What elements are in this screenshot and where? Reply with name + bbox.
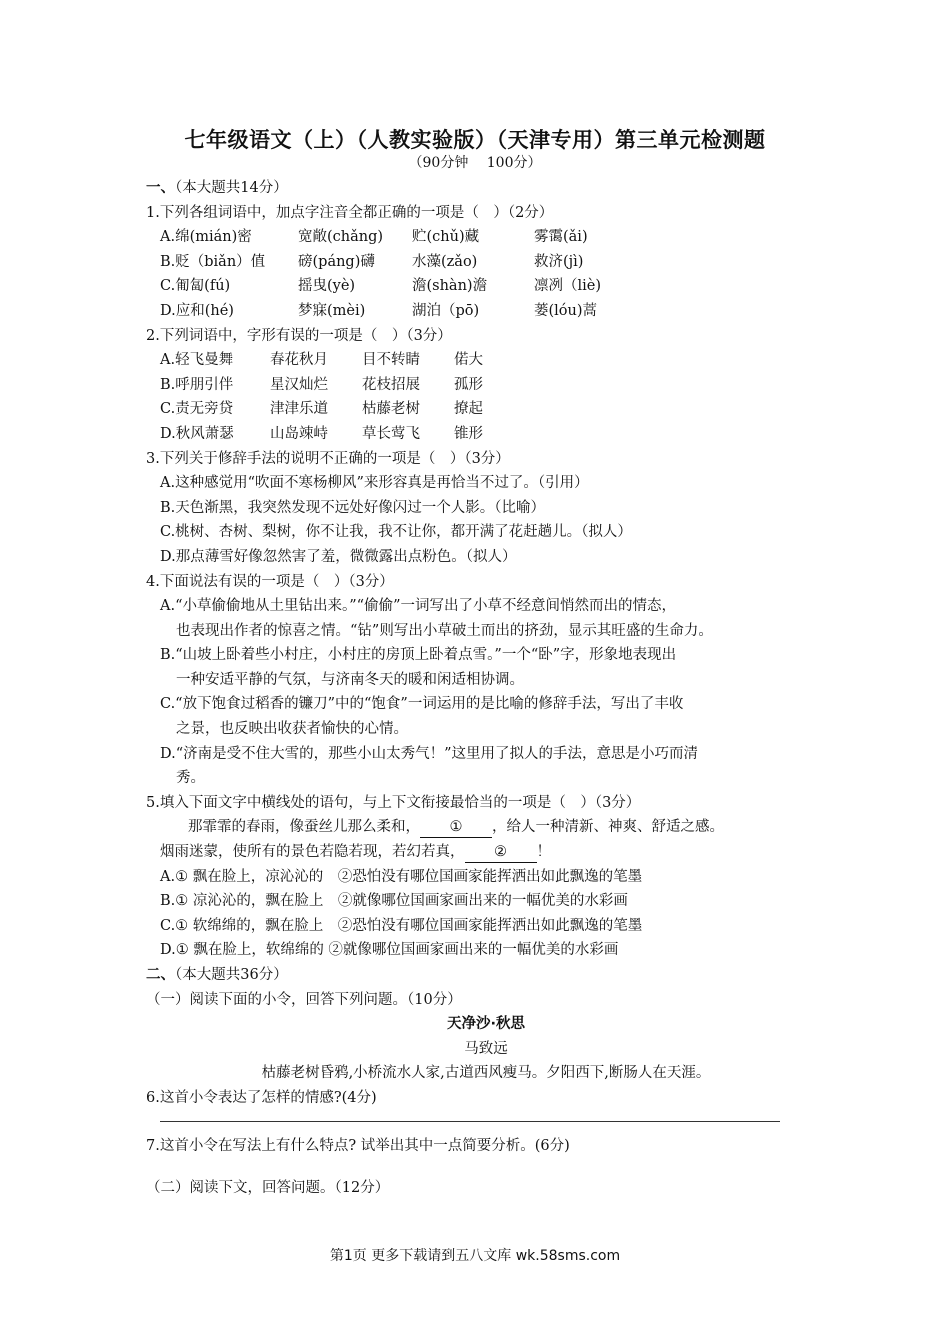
question-7: 7.这首小令在写法上有什么特点? 试举出其中一点简要分析。(6分) <box>146 1137 570 1154</box>
question-2-option-b <box>146 373 826 398</box>
poem-text: 枯藤老树昏鸦,小桥流水人家,古道西风瘦马。夕阳西下,断肠人在天涯。 <box>261 1065 711 1082</box>
q1-c-word3: 澹(shàn)澹 <box>412 278 488 295</box>
q2-d-word4: 锥形 <box>454 425 483 442</box>
section-1-heading <box>146 176 826 201</box>
part-2-instruction: （二）阅读下文，回答问题。（12分） <box>146 1180 390 1197</box>
q1-b-word1: B.贬（biǎn）值 <box>160 253 266 270</box>
question-3-option-d: D.那点薄雪好像忽然害了羞，微微露出点粉色。（拟人） <box>160 548 517 565</box>
question-4-option-b-line1: B.“山坡上卧着些小村庄，小村庄的房顶上卧着点雪。”一个“卧”字，形象地表现出 <box>160 647 677 664</box>
q2-d-word2: 山岛竦峙 <box>270 425 328 442</box>
question-1-option-c <box>146 274 826 299</box>
q5-passage-d: ！ <box>536 844 551 861</box>
q1-b-word3: 水藻(zǎo) <box>412 253 478 270</box>
question-3-stem: 3.下列关于修辞手法的说明不正确的一项是（ ）（3分） <box>146 450 510 467</box>
q2-a-word3: 目不转睛 <box>362 352 420 369</box>
question-1-option-a <box>146 225 826 250</box>
exam-subtitle: （90分钟 100分） <box>408 155 542 171</box>
q5-blank-2: ② <box>465 842 537 863</box>
q5-passage-a: 那霏霏的春雨，像蚕丝儿那么柔和， <box>188 819 420 836</box>
q2-d-word3: 草长莺飞 <box>362 425 420 442</box>
answer-space <box>146 1158 826 1176</box>
q1-b-word2: 磅(páng)礴 <box>298 253 375 270</box>
section-1-number: 一、 <box>146 179 175 196</box>
page-footer: 第1页 更多下载请到五八文库 wk.58sms.com <box>329 1248 621 1264</box>
question-5-passage-line2 <box>146 840 826 865</box>
question-2-option-c <box>146 397 826 422</box>
question-4-option-b-line2: 一种安适平静的气氛，与济南冬天的暖和闲适相协调。 <box>176 671 524 688</box>
section-2-heading <box>146 963 826 988</box>
q2-a-word2: 春花秋月 <box>270 352 328 369</box>
exam-title: 七年级语文（上）（人教实验版）（天津专用）第三单元检测题 <box>184 127 766 152</box>
question-6: 6.这首小令表达了怎样的情感?(4分) <box>146 1089 377 1106</box>
question-5-stem: 5.填入下面文字中横线处的语句，与上下文衔接最恰当的一项是（ ）（3分） <box>146 794 641 811</box>
section-1-description: （本大题共14分） <box>175 180 288 196</box>
question-1-stem: 1.下列各组词语中，加点字注音全都正确的一项是（ ）（2分） <box>146 204 554 221</box>
q1-a-word4: 雾霭(ǎi) <box>534 229 588 246</box>
question-5-option-a: A.① 飘在脸上，凉沁沁的 ②恐怕没有哪位国画家能挥洒出如此飘逸的笔墨 <box>160 868 643 885</box>
q1-d-word4: 蒌(lóu)蒿 <box>534 302 598 319</box>
part-1-instruction: （一）阅读下面的小令，回答下列问题。（10分） <box>146 991 462 1008</box>
q2-c-word3: 枯藤老树 <box>362 401 420 418</box>
section-2-number: 二、 <box>146 966 175 983</box>
exam-content <box>146 176 826 1201</box>
question-4-option-d-line1: D.“济南是受不住大雪的，那些小山太秀气！”这里用了拟人的手法，意思是小巧而清 <box>160 745 699 762</box>
question-3-option-c: C.桃树、杏树、梨树，你不让我，我不让你，都开满了花赶趟儿。（拟人） <box>160 524 632 541</box>
q1-c-word4: 凛冽（liè) <box>534 278 602 295</box>
question-5-option-d: D.① 飘在脸上，软绵绵的 ②就像哪位国画家画出来的一幅优美的水彩画 <box>160 942 619 959</box>
poem-author: 马致远 <box>464 1040 508 1057</box>
q1-a-word2: 宽敞(chǎng) <box>298 229 384 246</box>
q5-passage-c: 烟雨迷蒙，使所有的景色若隐若现，若幻若真， <box>160 844 465 861</box>
q2-c-word4: 撩起 <box>454 401 483 418</box>
q1-d-word1: D.应和(hé) <box>160 302 234 319</box>
q2-d-word1: D.秋风萧瑟 <box>160 425 234 442</box>
q1-d-word3: 湖泊（pō) <box>412 302 480 319</box>
question-1-option-b <box>146 250 826 275</box>
q2-b-word3: 花枝招展 <box>362 376 420 393</box>
q1-b-word4: 救济(jì) <box>534 253 584 270</box>
q1-c-word1: C.匍匐(fú) <box>160 278 231 295</box>
question-3-option-a: A.这种感觉用“吹面不寒杨柳风”来形容真是再恰当不过了。（引用） <box>160 475 589 492</box>
q2-b-word4: 孤形 <box>454 376 483 393</box>
q2-a-word1: A.轻飞曼舞 <box>160 352 234 369</box>
question-4-option-c-line1: C.“放下饱食过稻香的镰刀”中的“饱食”一词运用的是比喻的修辞手法，写出了丰收 <box>160 696 684 713</box>
question-4-option-a-line1: A.“小草偷偷地从土里钻出来。”“偷偷”一词写出了小草不经意间悄然而出的情态， <box>160 598 676 615</box>
question-2-option-d <box>146 422 826 447</box>
question-5-option-c: C.① 软绵绵的，飘在脸上 ②恐怕没有哪位国画家能挥洒出如此飘逸的笔墨 <box>160 917 643 934</box>
question-4-option-c-line2: 之景，也反映出收获者愉快的心情。 <box>176 721 408 738</box>
question-2-option-a <box>146 348 826 373</box>
q1-a-word1: A.绵(mián)密 <box>160 229 252 246</box>
question-5-passage-line1 <box>146 815 826 840</box>
question-5-option-b: B.① 凉沁沁的，飘在脸上 ②就像哪位国画家画出来的一幅优美的水彩画 <box>160 893 628 910</box>
q1-d-word2: 梦寐(mèi) <box>298 302 366 319</box>
question-1-option-d <box>146 299 826 324</box>
answer-line[interactable] <box>160 1111 780 1122</box>
q1-a-word3: 贮(chǔ)藏 <box>412 229 480 246</box>
q1-c-word2: 摇曳(yè) <box>298 278 356 295</box>
q2-b-word2: 星汉灿烂 <box>270 376 328 393</box>
q5-blank-1: ① <box>420 817 492 838</box>
section-2-description: （本大题共36分） <box>175 967 288 983</box>
question-4-stem: 4.下面说法有误的一项是（ ）（3分） <box>146 573 394 590</box>
q2-b-word1: B.呼朋引伴 <box>160 376 234 393</box>
poem-title: 天净沙·秋思 <box>446 1016 525 1033</box>
question-4-option-d-line2: 秀。 <box>176 770 205 787</box>
q2-c-word2: 津津乐道 <box>270 401 328 418</box>
q2-c-word1: C.责无旁贷 <box>160 401 234 418</box>
q5-passage-b: ，给人一种清新、神爽、舒适之感。 <box>492 819 724 836</box>
q2-a-word4: 偌大 <box>454 352 483 369</box>
question-4-option-a-line2: 也表现出作者的惊喜之情。“钻”则写出小草破土而出的挤劲，显示其旺盛的生命力。 <box>176 622 713 639</box>
question-2-stem: 2.下列词语中，字形有误的一项是（ ）（3分） <box>146 327 452 344</box>
question-3-option-b: B.天色渐黑，我突然发现不远处好像闪过一个人影。（比喻） <box>160 499 546 516</box>
